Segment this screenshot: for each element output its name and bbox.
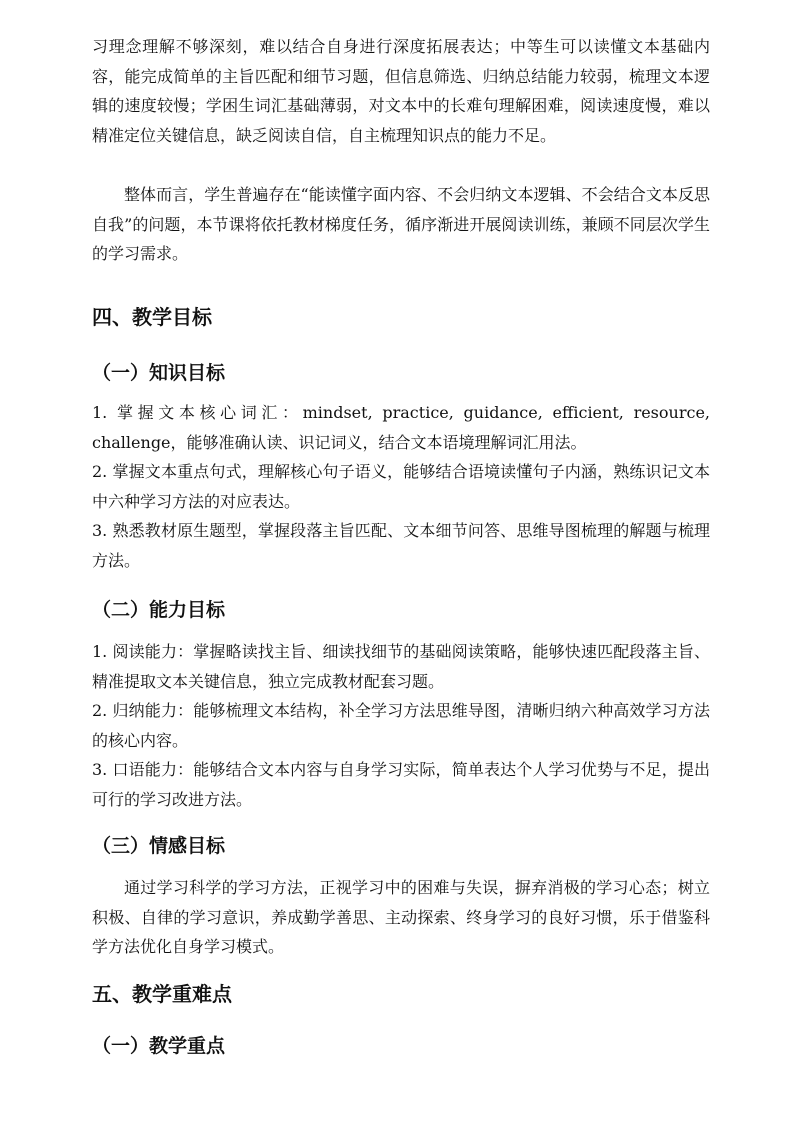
section5-heading: 五、教学重难点 [92,982,232,1006]
ability-goals-heading: （二）能力目标 [92,599,226,621]
summary-paragraph: 整体而言，学生普遍存在“能读懂字面内容、不会归纳文本逻辑、不会结合文本反思自我”的问题，本节课将依托教材梯度任务，循序渐进开展阅读训练，兼顾不同层次学生的学习需求。 [92,185,710,263]
knowledge-goal-item: 2. 掌握文本重点句式，理解核心句子语义，能够结合语境读懂句子内涵，熟练识记文本中六种学习方法的对应表达。 [92,462,710,511]
ability-goal-item: 1. 阅读能力：掌握略读找主旨、细读找细节的基础阅读策略，能够快速匹配段落主旨、精准提取文本关键信息，独立完成教材配套习题。 [92,642,710,691]
knowledge-goal-item: 1. 掌握文本核心词汇：mindset, practice, guidance, efficient, resource, challenge，能够准确认读、识记词义，结合文本语境理解词汇用法。 [92,403,710,452]
emotion-goal-paragraph: 通过学习科学的学习方法，正视学习中的困难与失误，摒弃消极的学习心态；树立积极、自律的学习意识，养成勤学善思、主动探索、终身学习的良好习惯，乐于借鉴科学方法优化自身学习模式。 [92,878,710,956]
knowledge-goal-item: 3. 熟悉教材原生题型，掌握段落主旨匹配、文本细节问答、思维导图梳理的解题与梳理方法。 [92,521,710,570]
analysis-paragraph-continued: 习理念理解不够深刻，难以结合自身进行深度拓展表达；中等生可以读懂文本基础内容，能完成简单的主旨匹配和细节习题，但信息筛选、归纳总结能力较弱，梳理文本逻辑的速度较慢；学困生词汇基础薄弱，对文本中的长难句理解困难，阅读速度慢，难以精准定位关键信息，缺乏阅读自信，自主梳理知识点的能力不足。 [92,37,710,145]
section4-heading: 四、教学目标 [92,305,212,329]
ability-goal-item: 2. 归纳能力：能够梳理文本结构，补全学习方法思维导图，清晰归纳六种高效学习方法的核心内容。 [92,701,710,750]
knowledge-goals-heading: （一）知识目标 [92,362,226,384]
teaching-focus-heading: （一）教学重点 [92,1035,226,1057]
ability-goal-item: 3. 口语能力：能够结合文本内容与自身学习实际，简单表达个人学习优势与不足，提出可行的学习改进方法。 [92,760,710,809]
emotion-goals-heading: （三）情感目标 [92,835,226,857]
